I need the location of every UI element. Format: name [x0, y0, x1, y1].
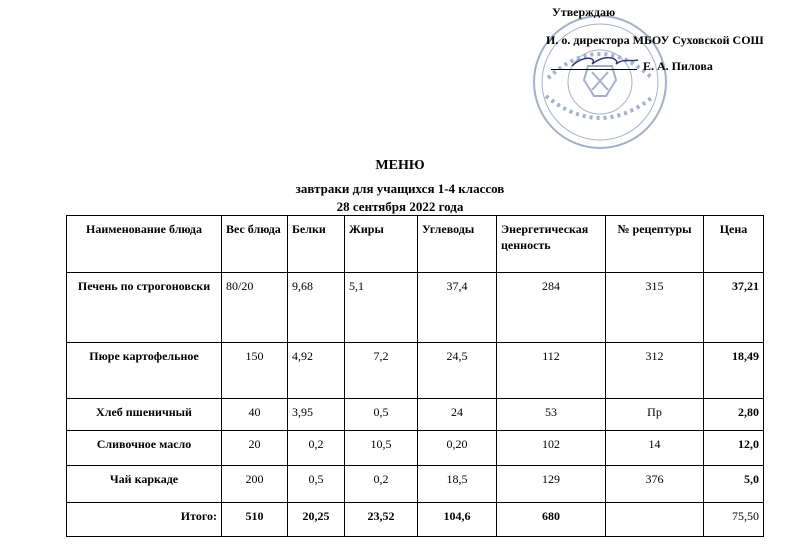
total-fat: 23,52 — [345, 503, 418, 537]
dish-carbs: 18,5 — [418, 466, 497, 503]
dish-carbs: 24 — [418, 399, 497, 431]
table-row — [67, 431, 764, 466]
dish-weight: 200 — [222, 466, 288, 503]
approval-word: Утверждаю — [552, 5, 616, 19]
total-protein: 20,25 — [288, 503, 345, 537]
col-header-price: Цена — [704, 216, 764, 273]
dish-price: 2,80 — [704, 399, 764, 431]
total-price: 75,50 — [704, 503, 764, 537]
col-header-energy: Энергетическая ценность — [497, 216, 606, 273]
dish-energy: 284 — [497, 273, 606, 343]
dish-fat: 0,2 — [345, 466, 418, 503]
col-header-carbs: Углеводы — [418, 216, 497, 273]
dish-protein: 0,2 — [288, 431, 345, 466]
table-row — [67, 399, 764, 431]
dish-protein: 9,68 — [288, 273, 345, 343]
dish-fat: 0,5 — [345, 399, 418, 431]
dish-energy: 102 — [497, 431, 606, 466]
dish-protein: 4,92 — [288, 343, 345, 399]
col-header-protein: Белки — [288, 216, 345, 273]
total-carbs: 104,6 — [418, 503, 497, 537]
dish-weight: 40 — [222, 399, 288, 431]
menu-date: 28 сентября 2022 года — [336, 199, 464, 214]
dish-price: 12,0 — [704, 431, 764, 466]
dish-name: Хлеб пшеничный — [67, 399, 222, 431]
table-row — [67, 466, 764, 503]
dish-fat: 7,2 — [345, 343, 418, 399]
dish-recipe: 312 — [606, 343, 704, 399]
total-energy: 680 — [497, 503, 606, 537]
col-header-name: Наименование блюда — [67, 216, 222, 273]
col-header-recipe: № рецептуры — [606, 216, 704, 273]
table-row — [67, 273, 764, 343]
dish-protein: 3,95 — [288, 399, 345, 431]
dish-recipe: 376 — [606, 466, 704, 503]
col-header-weight: Вес блюда — [222, 216, 288, 273]
signature-row — [551, 59, 713, 74]
dish-name: Сливочное масло — [67, 431, 222, 466]
seal-svg — [488, 0, 800, 150]
dish-recipe: 315 — [606, 273, 704, 343]
director-title: И. о. директора МБОУ Суховской СОШ — [546, 33, 764, 47]
total-label: Итого: — [67, 503, 222, 537]
dish-carbs: 0,20 — [418, 431, 497, 466]
signature-line — [551, 69, 637, 70]
dish-recipe: 14 — [606, 431, 704, 466]
total-weight: 510 — [222, 503, 288, 537]
dish-carbs: 24,5 — [418, 343, 497, 399]
director-name: Е. А. Пилова — [643, 59, 713, 73]
page-title: МЕНЮ — [375, 158, 425, 173]
dish-price: 37,21 — [704, 273, 764, 343]
dish-energy: 53 — [497, 399, 606, 431]
dish-weight: 80/20 — [222, 273, 288, 343]
dish-fat: 10,5 — [345, 431, 418, 466]
dish-price: 18,49 — [704, 343, 764, 399]
dish-weight: 150 — [222, 343, 288, 399]
dish-name: Печень по строгоновски — [67, 273, 222, 343]
dish-name: Пюре картофельное — [67, 343, 222, 399]
dish-energy: 129 — [497, 466, 606, 503]
menu-table — [66, 215, 764, 537]
dish-weight: 20 — [222, 431, 288, 466]
total-recipe — [606, 503, 704, 537]
official-seal — [488, 0, 800, 150]
col-header-fat: Жиры — [345, 216, 418, 273]
table-header-row — [67, 216, 764, 273]
total-row — [67, 503, 764, 537]
dish-energy: 112 — [497, 343, 606, 399]
dish-fat: 5,1 — [345, 273, 418, 343]
dish-carbs: 37,4 — [418, 273, 497, 343]
dish-price: 5,0 — [704, 466, 764, 503]
page-subtitle: завтраки для учащихся 1-4 классов — [295, 181, 505, 196]
dish-protein: 0,5 — [288, 466, 345, 503]
table-row — [67, 343, 764, 399]
dish-recipe: Пр — [606, 399, 704, 431]
dish-name: Чай каркаде — [67, 466, 222, 503]
